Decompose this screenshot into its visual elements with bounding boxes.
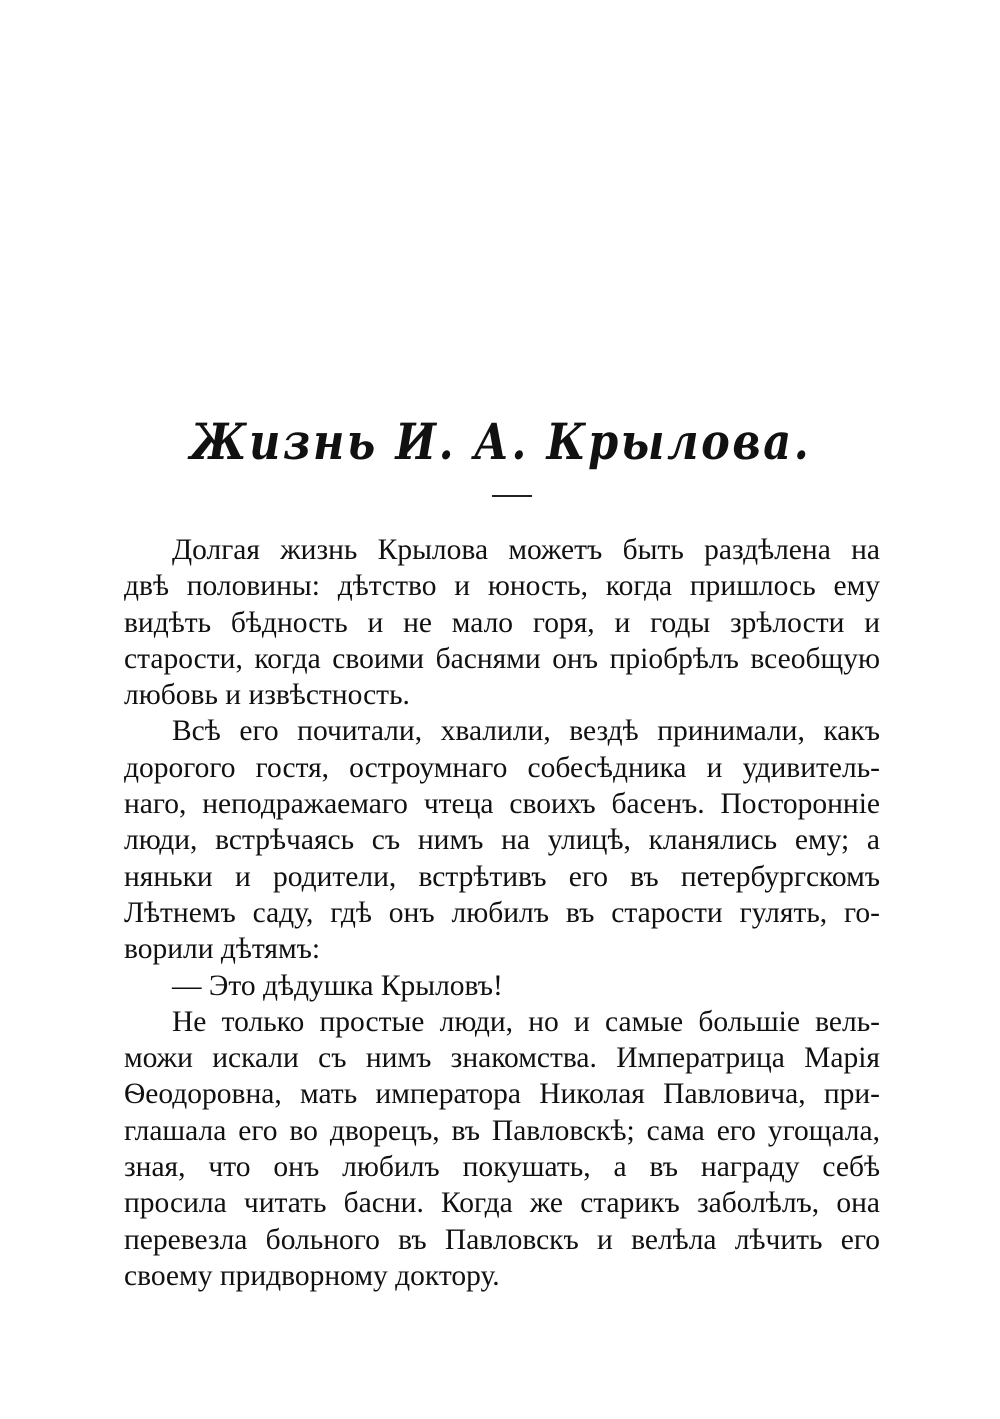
text-line: можи искали съ нимъ знакомства. Императрица Марія xyxy=(124,1042,880,1075)
paragraph xyxy=(124,968,880,1004)
text-line: Ѳеодоровна, мать императора Николая Павловича, при- xyxy=(124,1078,880,1111)
chapter-body xyxy=(124,532,880,1294)
text-line: дорогого гостя, остроумнаго собесѣдника и удивитель- xyxy=(124,751,880,784)
text-line: просила читать басни. Когда же старикъ заболѣлъ, она xyxy=(124,1187,880,1220)
chapter-title: Жизнь И. А. Крылова. xyxy=(190,412,812,471)
paragraph xyxy=(124,532,880,713)
text-line: любовь и извѣстность. xyxy=(124,679,410,712)
text-line: Всѣ его почитали, хвалили, вездѣ принимали, какъ xyxy=(172,715,880,748)
text-line: ворили дѣтямъ: xyxy=(124,933,321,966)
text-line: няньки и родители, встрѣтивъ его въ петербургскомъ xyxy=(124,860,880,893)
text-line: Долгая жизнь Крылова можетъ быть раздѣлена на xyxy=(172,534,880,566)
text-line: видѣть бѣдность и не мало горя, и годы зрѣлости и xyxy=(124,606,880,639)
text-line: Не только простые люди, но и самые большіе вель- xyxy=(172,1005,880,1038)
text-line: глашала его во дворецъ, въ Павловскѣ; сама его угощала, xyxy=(124,1114,880,1147)
title-divider xyxy=(492,495,532,497)
paragraph xyxy=(124,713,880,967)
text-line: люди, встрѣчаясь съ нимъ на улицѣ, кланялись ему; а xyxy=(124,824,880,857)
text-line: — Это дѣдушка Крыловъ! xyxy=(172,969,503,1002)
text-line: зная, что онъ любилъ покушать, а въ награду себѣ xyxy=(124,1151,880,1184)
text-line: своему придворному доктору. xyxy=(124,1259,500,1292)
text-line: двѣ половины: дѣтство и юность, когда пришлось ему xyxy=(124,570,880,603)
text-line: наго, неподражаемаго чтеца своихъ басенъ. Посторонніе xyxy=(124,788,880,821)
text-line: Лѣтнемъ саду, гдѣ онъ любилъ въ старости гулять, го- xyxy=(124,896,880,929)
paragraph xyxy=(124,1004,880,1294)
text-line: старости, когда своими баснями онъ пріобрѣлъ всеобщую xyxy=(124,642,880,675)
text-line: перевезла больного въ Павловскъ и велѣла лѣчить его xyxy=(124,1223,880,1256)
